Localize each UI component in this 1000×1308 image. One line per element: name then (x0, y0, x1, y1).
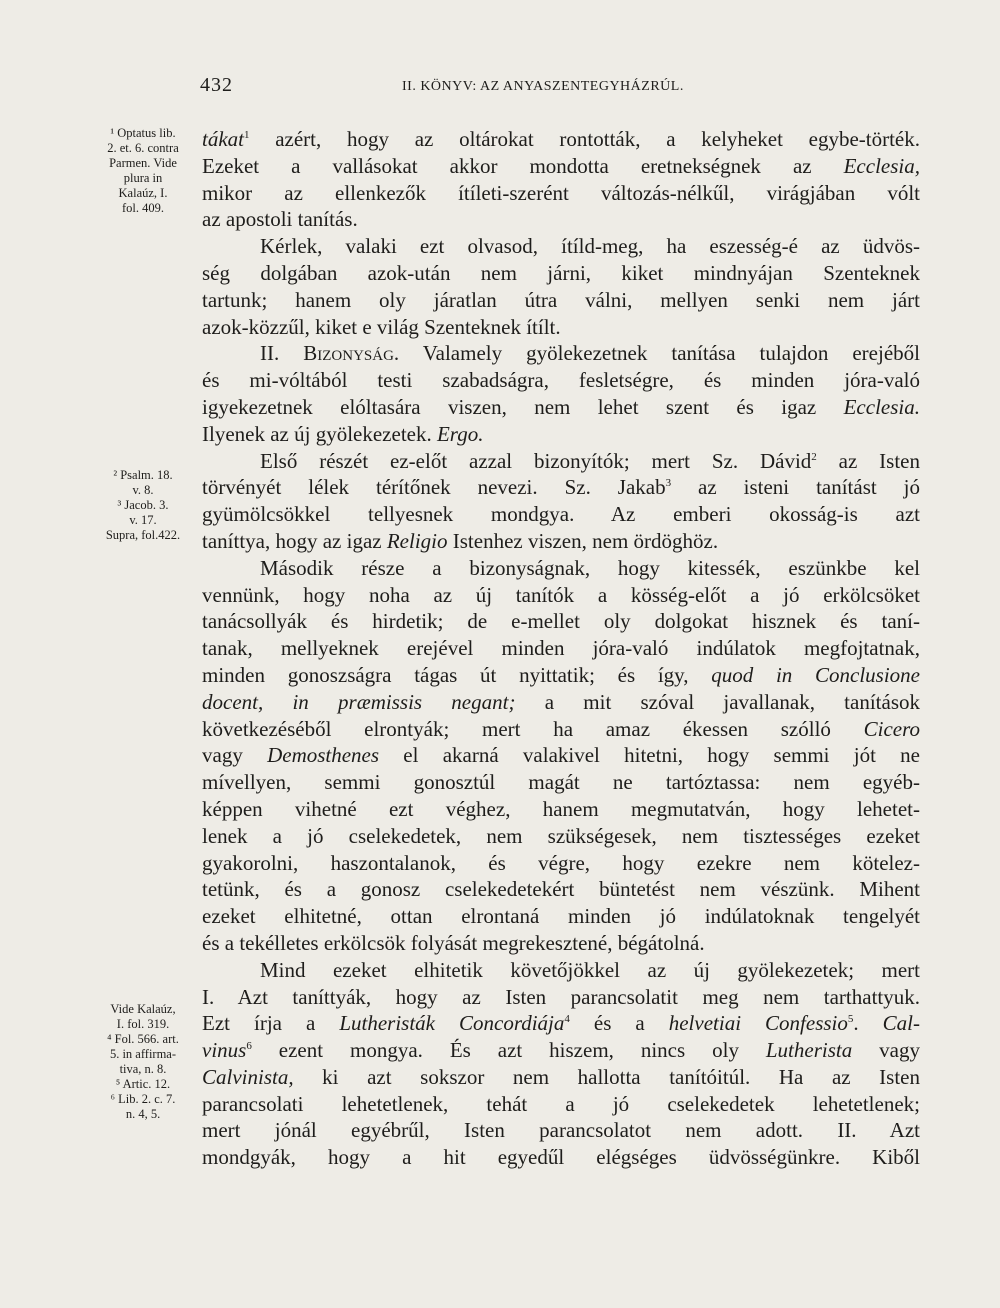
text-line: tartunk; hanem oly járatlan útra válni, mellyen senki nem járt (202, 287, 920, 312)
note-line: v. 8. (132, 483, 154, 497)
text-line (202, 474, 920, 501)
main-text (202, 126, 920, 1171)
text-line: parancsolati lehetetlenek, tehát a jó cselekedetek lehetetlenek; (202, 1091, 920, 1116)
text-span: . (853, 1011, 883, 1036)
text-line: mívellyen, semmi gonosztúl magát ne tartóztassa: nem egyéb- (202, 770, 920, 795)
note-line: ⁴ Fol. 566. art. (107, 1032, 179, 1046)
text-line: Második része a bizonyságnak, hogy kitessék, eszünkbe kel (260, 555, 920, 580)
text-line: ezeket elhitetné, ottan elrontaná minden jó indúlatoknak tengelyét (202, 904, 920, 929)
text-span: az isteni tanítást jó (671, 475, 920, 500)
note-line: plura in (123, 171, 163, 185)
text-line: és a tekélletes erkölcsök folyását megrekesztené, bégátolná. (202, 930, 705, 955)
text-span: vagy (852, 1038, 920, 1063)
italic-span: Lutheristák Concordiája (339, 1011, 565, 1036)
italic-span: Ergo. (436, 421, 484, 446)
text-line: és mi-vóltából testi szabadságra, fesletségre, és minden jóra-való (202, 368, 920, 393)
italic-span: Calvinista, (202, 1064, 294, 1089)
text-line: Mind ezeket elhitetik követőjökkel az új gyölekezetek; mert (260, 957, 920, 982)
text-line: Kérlek, valaki ezt olvasod, ítíld-meg, ha eszesség-é az üdvös- (260, 234, 920, 259)
text-span: Ilyenek az új gyölekezetek. (202, 421, 437, 446)
note-line: ³ Jacob. 3. (117, 498, 169, 512)
text-line (202, 421, 920, 448)
text-line (202, 689, 920, 716)
text-span: az Isten (816, 448, 920, 473)
note-line: ⁵ Artic. 12. (115, 1077, 171, 1091)
text-line: tetünk, és a gonosz cselekedetekért büntetést nem vészünk. Mihent (202, 877, 920, 902)
marginal-note-1 (84, 126, 202, 216)
note-line: Parmen. Vide (109, 156, 177, 170)
text-span: Ezeket a vallásokat akkor mondotta eretnekségnek az (202, 153, 844, 178)
text-line: tanácsollyák és hirdetik; de e-mellet oly dolgokat hisznek és taní- (202, 609, 920, 634)
text-span: II. (260, 341, 304, 366)
note-line: 5. in affirma- (109, 1047, 177, 1061)
italic-span: Cicero (863, 716, 920, 741)
text-span: taníttya, hogy az igaz (202, 528, 387, 553)
text-span: Első részét ez-előt azzal bizonyítók; mert Sz. Dávid (260, 448, 812, 473)
note-line: ⁶ Lib. 2. c. 7. (110, 1092, 176, 1106)
italic-span: Cal- (882, 1011, 920, 1036)
footnote-ref: 3 (665, 477, 672, 490)
page-header (0, 74, 1000, 98)
text-line (202, 448, 920, 475)
text-line: tanak, mellyeknek erejével minden jóra-való indúlatok megfojtatnak, (202, 636, 920, 661)
text-line: gyümölcsökkel tellyesnek mondgya. Az emberi okosság-is azt (202, 502, 920, 527)
running-head: II. KÖNYV: AZ ANYASZENTEGYHÁZRÚL. (402, 79, 684, 94)
italic-span: Ecclesia, (843, 153, 920, 178)
italic-span: Demosthenes (267, 743, 380, 768)
text-line (202, 394, 920, 421)
text-line: mert jónál egyébrűl, Isten parancsolatot nem adott. II. Azt (202, 1118, 920, 1143)
text-line: I. Azt taníttyák, hogy az Isten parancsolatit meg nem tarthattyuk. (202, 984, 920, 1009)
text-line: ség dolgában azok-után nem járni, kiket mindnyájan Szenteknek (202, 260, 920, 285)
page-number: 432 (200, 74, 233, 96)
italic-span: helvetiai Confessio (668, 1011, 848, 1036)
footnote-ref: 6 (246, 1040, 252, 1053)
text-span: Ezt írja a (202, 1011, 340, 1036)
text-line: gyakorolni, haszontalanok, és végre, hogy ezekre nem kötelez- (202, 850, 920, 875)
italic-span: quod in Conclusione (711, 662, 920, 687)
note-line: tiva, n. 8. (119, 1062, 167, 1076)
text-line (202, 662, 920, 689)
marginal-note-3 (84, 1002, 202, 1122)
text-span: ezent mongya. És azt hiszem, nincs oly (251, 1038, 766, 1063)
note-line: 2. et. 6. contra (107, 141, 179, 155)
note-line: ² Psalm. 18. (113, 468, 173, 482)
text-line (202, 528, 920, 555)
text-span: el akarná valakivel hitetni, hogy semmi jót ne (379, 743, 920, 768)
italic-span: Lutherista (765, 1038, 853, 1063)
footnote-ref: 5 (847, 1013, 854, 1026)
text-line (202, 126, 920, 153)
text-line: lenek a jó cselekedetek, nem szükségesek, nem tisztességes ezeket (202, 823, 920, 848)
text-span: Istenhez viszen, nem ördöghöz. (447, 528, 719, 553)
text-span: a mit szóval javallanak, tanítások (515, 689, 920, 714)
italic-span: tákat (202, 127, 244, 151)
text-line: vennünk, hogy noha az új tanítók a kösség-előt a jó erkölcsöket (202, 582, 920, 607)
text-span: törvényét lélek térítőnek nevezi. Sz. Jakab (202, 475, 666, 500)
text-line: azok-közzűl, kiket e világ Szenteknek ítílt. (202, 314, 561, 339)
text-line (202, 340, 920, 367)
text-span: azért, hogy az oltárokat rontották, a kelyheket egybe-törték. (249, 127, 920, 151)
note-line: n. 4, 5. (125, 1107, 161, 1121)
note-line: Supra, fol.422. (105, 528, 181, 542)
italic-span: docent, in præmissis negant; (202, 689, 516, 714)
text-line: mikor az ellenkezők ítíleti-szerént változás-nélkűl, virágjában vólt (202, 180, 920, 205)
text-span: következéséből elrontyák; mert ha amaz ékessen szólló (202, 716, 864, 741)
text-line (202, 742, 920, 769)
text-line (202, 1064, 920, 1091)
text-line (202, 1037, 920, 1064)
footnote-ref: 4 (564, 1013, 570, 1026)
text-span: minden gonoszságra tágas út nyittatik; és így, (202, 662, 712, 687)
italic-span: Ecclesia. (843, 394, 920, 419)
italic-span: Religio (386, 528, 448, 553)
italic-span: vinus (202, 1038, 247, 1063)
text-line: képpen vihetné ezt véghez, hanem megmutatván, hogy lehetet- (202, 796, 920, 821)
note-line: Vide Kalaúz, (110, 1002, 176, 1016)
text-span: ki azt sokszor nem hallotta tanítóitúl. Ha az Isten (293, 1064, 920, 1089)
smallcaps-span: Bizonyság. (303, 341, 400, 366)
text-line (202, 153, 920, 180)
note-line: I. fol. 319. (116, 1017, 170, 1031)
text-line: az apostoli tanítás. (202, 207, 358, 232)
text-line: mondgyák, hogy a hit egyedűl elégséges üdvösségünkre. Kiből (202, 1145, 920, 1170)
text-line (202, 1010, 920, 1037)
text-span: Valamely gyölekezetnek tanítása tulajdon erejéből (399, 341, 920, 366)
note-line: Kalaúz, I. (118, 186, 168, 200)
text-span: igyekezetnek elóltasára viszen, nem lehet szent és igaz (202, 394, 844, 419)
text-line (202, 716, 920, 743)
note-line: v. 17. (129, 513, 157, 527)
footnote-ref: 1 (244, 129, 250, 141)
marginal-note-2 (84, 468, 202, 543)
note-line: fol. 409. (121, 201, 164, 215)
note-line: ¹ Optatus lib. (110, 126, 176, 140)
text-span: és a (569, 1011, 669, 1036)
footnote-ref: 2 (811, 450, 817, 463)
text-span: vagy (202, 743, 268, 768)
